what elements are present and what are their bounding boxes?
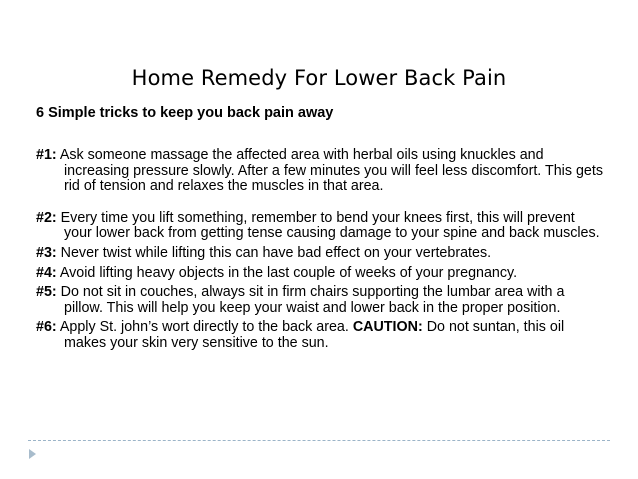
tip-text: Never twist while lifting this can have bad effect on your vertebrates. bbox=[56, 244, 492, 261]
tip-number: #5: bbox=[36, 284, 57, 301]
tips-list bbox=[36, 148, 606, 356]
tip-item-3 bbox=[36, 246, 606, 262]
tip-text: Every time you lift something, remember to bend your knees first, this will prevent your lower back from getting tense causing damage to your spine and back muscles. bbox=[56, 209, 600, 242]
triangle-right-icon bbox=[29, 449, 36, 459]
tip-number: #1: bbox=[36, 147, 57, 163]
footer-divider bbox=[28, 440, 610, 441]
tip-text: Apply St. john’s wort directly to the back area. bbox=[56, 319, 353, 336]
tip-number: #6: bbox=[36, 319, 57, 336]
tip-item-1 bbox=[36, 148, 606, 195]
tip-number: #2: bbox=[36, 209, 57, 226]
tip-item-6 bbox=[36, 320, 606, 351]
slide-title: Home Remedy For Lower Back Pain bbox=[131, 66, 507, 90]
tip-item-4 bbox=[36, 266, 606, 282]
tip-item-5 bbox=[36, 285, 606, 316]
tip-number: #3: bbox=[36, 244, 57, 261]
slide-subtitle: 6 Simple tricks to keep you back pain away bbox=[36, 105, 334, 121]
tip-text: Avoid lifting heavy objects in the last couple of weeks of your pregnancy. bbox=[56, 264, 518, 281]
tip-text: Ask someone massage the affected area with herbal oils using knuckles and increasing pressure slowly. After a few minutes you will feel less discomfort. This gets rid of tension and relaxes the muscles in that area. bbox=[56, 147, 603, 195]
caution-text: Do not suntan, this oil makes your skin very sensitive to the sun. bbox=[64, 319, 565, 351]
caution-label: CAUTION: bbox=[352, 319, 423, 336]
tip-number: #4: bbox=[36, 264, 57, 281]
tip-item-2 bbox=[36, 211, 606, 242]
tip-text: Do not sit in couches, always sit in firm chairs supporting the lumbar area with a pillow. This will help you keep your waist and lower back in the proper position. bbox=[56, 284, 565, 316]
